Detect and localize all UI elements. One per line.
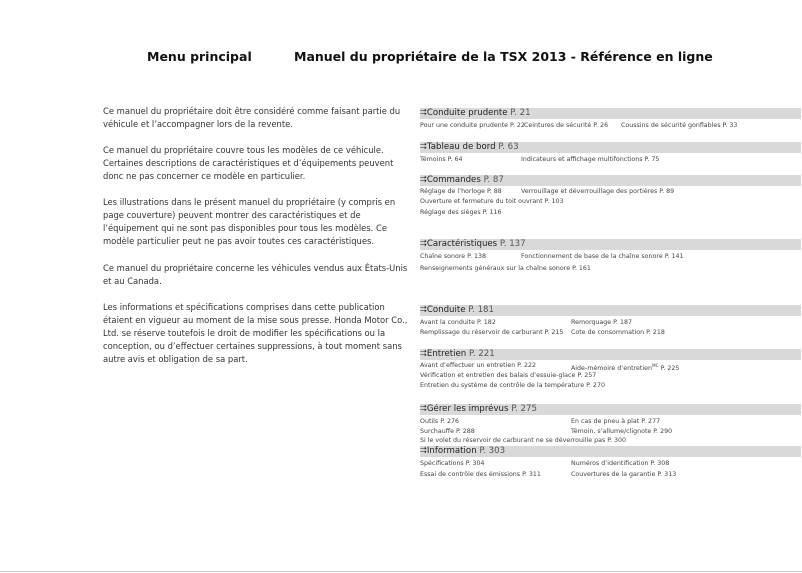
arrow-right-icon: ⮆ bbox=[420, 404, 427, 414]
section-header-caracteristiques[interactable] bbox=[420, 239, 801, 250]
toc-link[interactable]: Réglage des sièges P. 116 bbox=[420, 209, 502, 216]
toc-link[interactable]: Réglage de l’horloge P. 88 bbox=[420, 188, 502, 195]
arrow-right-icon: ⮆ bbox=[420, 142, 427, 152]
arrow-right-icon: ⮆ bbox=[420, 239, 427, 249]
section-title: Commandes bbox=[426, 175, 481, 185]
toc-link[interactable]: Remorquage P. 187 bbox=[571, 319, 632, 326]
page-divider bbox=[0, 571, 802, 572]
toc-link[interactable]: Pour une conduite prudente P. 22 bbox=[420, 122, 525, 129]
toc-link[interactable]: Renseignements généraux sur la chaîne sonore P. 161 bbox=[420, 265, 591, 272]
section-page: P. 63 bbox=[498, 142, 519, 152]
toc-link[interactable]: Essai de contrôle des émissions P. 311 bbox=[420, 471, 541, 478]
section-header-conduite[interactable] bbox=[420, 305, 801, 316]
section-header-entretien[interactable] bbox=[420, 349, 801, 360]
section-caracteristiques bbox=[420, 239, 801, 272]
section-title: Conduite prudente bbox=[426, 108, 508, 118]
section-conduite-prudente bbox=[420, 108, 801, 129]
toc-link[interactable]: Ouverture et fermeture du toit ouvrant P. 103 bbox=[420, 198, 564, 205]
arrow-right-icon: ⮆ bbox=[420, 446, 427, 456]
section-entretien bbox=[420, 349, 801, 389]
toc-link[interactable]: Couvertures de la garantie P. 313 bbox=[571, 471, 677, 478]
toc-link[interactable]: Cote de consommation P. 218 bbox=[571, 329, 665, 336]
toc-link[interactable]: Entretien du système de contrôle de la température P. 270 bbox=[420, 382, 605, 389]
toc-link[interactable]: Chaîne sonore P. 138 bbox=[420, 253, 487, 260]
link-page: P. 225 bbox=[658, 365, 680, 373]
toc-link[interactable]: Remplissage du réservoir de carburant P. 215 bbox=[420, 329, 564, 336]
section-tableau-de-bord bbox=[420, 142, 801, 163]
intro-paragraph: Ce manuel du propriétaire concerne les véhicules vendus aux États-Unis et au Canada. bbox=[103, 263, 408, 286]
toc-link[interactable]: Vérification et entretien des balais d’essuie-glace P. 257 bbox=[420, 372, 597, 379]
section-conduite bbox=[420, 305, 801, 336]
section-page: P. 303 bbox=[479, 446, 506, 456]
link-text: Aide-mémoire d’entretien bbox=[571, 365, 653, 373]
toc-link[interactable]: Ceintures de sécurité P. 26 bbox=[524, 122, 609, 129]
section-page: P. 87 bbox=[483, 175, 504, 185]
section-title: Entretien bbox=[426, 349, 467, 359]
section-title: Information bbox=[426, 446, 477, 456]
toc-link[interactable]: Numéros d’identification P. 308 bbox=[571, 460, 670, 467]
toc-link[interactable]: Indicateurs et affichage multifonctions P. 75 bbox=[521, 156, 660, 163]
section-title: Tableau de bord bbox=[426, 142, 496, 152]
toc-link[interactable]: Avant la conduite P. 182 bbox=[420, 319, 496, 326]
toc-link[interactable]: Outils P. 276 bbox=[420, 418, 460, 425]
toc-link[interactable]: Surchauffe P. 288 bbox=[420, 428, 475, 435]
section-page: P. 181 bbox=[468, 305, 494, 315]
main-menu-link[interactable]: Menu principal bbox=[147, 49, 252, 64]
section-commandes bbox=[420, 175, 801, 216]
section-page: P. 137 bbox=[499, 239, 526, 249]
section-page: P. 275 bbox=[511, 404, 537, 414]
section-title: Gérer les imprévus bbox=[426, 404, 509, 414]
toc-link[interactable]: Verrouillage et déverrouillage des portières P. 89 bbox=[521, 188, 675, 195]
section-header-commandes[interactable] bbox=[420, 175, 801, 186]
toc-link[interactable]: Coussins de sécurité gonflables P. 33 bbox=[621, 122, 738, 129]
toc-link[interactable]: Spécifications P. 304 bbox=[420, 460, 485, 467]
toc-link[interactable]: Témoins P. 64 bbox=[420, 156, 463, 163]
section-header-conduite-prudente[interactable] bbox=[420, 108, 801, 119]
toc-link[interactable]: Fonctionnement de base de la chaîne sonore P. 141 bbox=[521, 253, 684, 260]
intro-paragraph: Les illustrations dans le présent manuel du propriétaire (y compris en page couverture) peuvent montrer des caractéristiques et de l’équipement qui ne sont pas disponibles pour tous les modèles. Ce modèle particulier peut ne pas avoir toutes ces caractéristiques. bbox=[103, 197, 396, 246]
section-information bbox=[420, 446, 801, 478]
arrow-right-icon: ⮆ bbox=[420, 305, 427, 315]
section-header-tableau-de-bord[interactable] bbox=[420, 142, 801, 153]
toc-link[interactable]: Si le volet du réservoir de carburant ne se déverrouille pas P. 300 bbox=[420, 437, 627, 444]
section-title: Caractéristiques bbox=[426, 239, 498, 249]
arrow-right-icon: ⮆ bbox=[420, 175, 427, 185]
page-title: Manuel du propriétaire de la TSX 2013 - Référence en ligne bbox=[294, 49, 713, 64]
section-header-information[interactable] bbox=[420, 446, 801, 457]
section-header-imprevus[interactable] bbox=[420, 404, 801, 415]
arrow-right-icon: ⮆ bbox=[420, 349, 427, 359]
section-page: P. 221 bbox=[469, 349, 495, 359]
intro-paragraph: Ce manuel du propriétaire doit être considéré comme faisant partie du véhicule et l’accompagner lors de la revente. bbox=[103, 106, 401, 129]
arrow-right-icon: ⮆ bbox=[420, 108, 427, 118]
intro-paragraph: Les informations et spécifications comprises dans cette publication étaient en vigueur au moment de la mise sous presse. Honda Motor Co., Ltd. se réserve toutefois le droit de modifier les spécifications ou la conception, ou d’effectuer certaines suppressions, à tout moment sans autre avis et obligation de sa part. bbox=[103, 302, 408, 364]
section-page: P. 21 bbox=[510, 108, 531, 118]
section-title: Conduite bbox=[426, 305, 466, 315]
intro-paragraph: Ce manuel du propriétaire couvre tous les modèles de ce véhicule. Certaines descriptions de caractéristiques et d’équipements peuvent donc ne pas concerner ce modèle en particulier. bbox=[103, 145, 394, 181]
toc-link[interactable]: En cas de pneu à plat P. 277 bbox=[571, 418, 661, 425]
section-imprevus bbox=[420, 404, 801, 444]
toc-link[interactable]: Avant d’effectuer un entretien P. 222 bbox=[420, 362, 537, 369]
toc-link[interactable]: Témoin, s’allume/clignote P. 290 bbox=[571, 428, 673, 435]
trademark-mark: MC bbox=[652, 363, 659, 368]
